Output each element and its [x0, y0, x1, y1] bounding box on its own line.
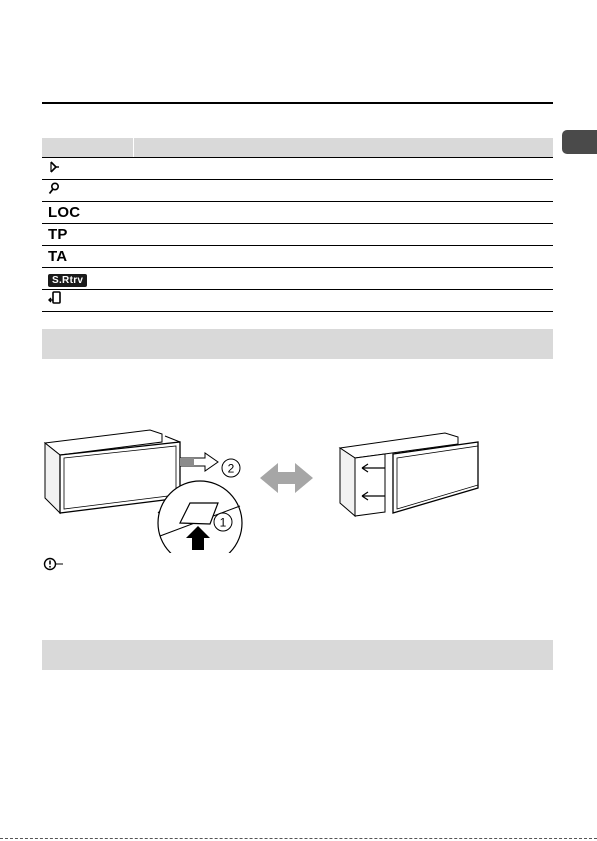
- detach-panel-illustration: [40, 428, 510, 553]
- phone-connect-icon: [48, 291, 62, 305]
- tp-indicator: TP: [48, 225, 68, 243]
- table-header-indicator: [42, 138, 133, 158]
- table-cell-description: [133, 158, 553, 180]
- table-cell-description: [133, 202, 553, 224]
- language-side-tab: [562, 130, 597, 154]
- indicator-table: [42, 138, 553, 312]
- table-row: [42, 180, 553, 202]
- table-cell-description: [133, 290, 553, 312]
- table-row: [42, 246, 553, 268]
- table-row: [42, 202, 553, 224]
- table-cell-description: [133, 180, 553, 202]
- step-number-1-text: 1: [219, 515, 227, 530]
- page-cut-line: [0, 838, 597, 839]
- section-header-band: [42, 640, 553, 670]
- table-cell-description: [133, 246, 553, 268]
- table-cell-indicator: [42, 290, 133, 312]
- table-header-description: [133, 138, 553, 158]
- srtrv-indicator: S.Rtrv: [48, 274, 87, 287]
- unit-front-panel-right: [340, 433, 478, 516]
- table-row: [42, 268, 553, 290]
- table-cell-indicator: [42, 202, 133, 224]
- bluetooth-arrow-icon: [48, 161, 60, 173]
- loc-indicator: LOC: [48, 203, 81, 221]
- table-cell-indicator: [42, 246, 133, 268]
- table-cell-indicator: [42, 158, 133, 180]
- ta-indicator: TA: [48, 247, 68, 265]
- table-row: [42, 158, 553, 180]
- table-row: [42, 224, 553, 246]
- important-icon: [42, 557, 64, 571]
- table-cell-indicator: [42, 268, 133, 290]
- table-cell-indicator: [42, 224, 133, 246]
- section-top-rule: [42, 102, 553, 104]
- attach-detach-arrow-icon: [260, 463, 313, 493]
- unit-front-panel-left: [45, 430, 180, 513]
- section-header-band: [42, 329, 553, 359]
- table-header-row: [42, 138, 553, 158]
- step-number-2-text: 2: [227, 461, 235, 476]
- search-key-icon: [48, 182, 60, 195]
- table-cell-indicator: [42, 180, 133, 202]
- table-cell-description: [133, 224, 553, 246]
- table-cell-description: [133, 268, 553, 290]
- table-row: [42, 290, 553, 312]
